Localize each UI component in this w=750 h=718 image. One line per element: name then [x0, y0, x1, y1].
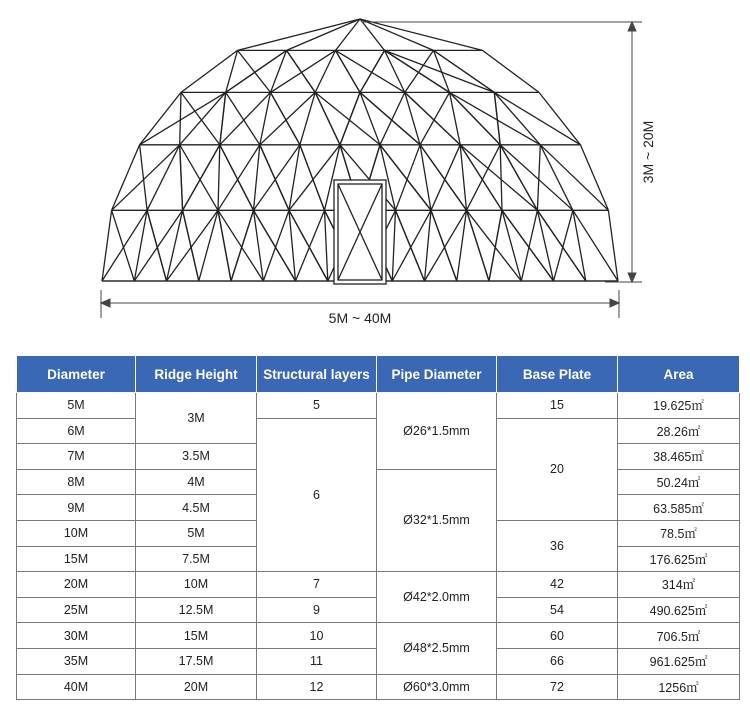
diameter-cell: 25M	[17, 597, 136, 623]
base-plate-cell: 66	[497, 648, 618, 674]
dome-diagram	[0, 0, 750, 340]
area-cell: 38.465㎡	[618, 444, 740, 470]
header-structural-layers: Structural layers	[257, 356, 377, 393]
ridge-height-cell: 5M	[136, 520, 257, 546]
area-cell: 314㎡	[618, 572, 740, 598]
pipe-diameter-cell: Ø26*1.5mm	[377, 393, 497, 470]
structural-layers-cell: 6	[257, 418, 377, 572]
dome-spec-table	[16, 355, 740, 700]
dome-door	[334, 180, 386, 284]
structural-layers-cell: 5	[257, 393, 377, 419]
area-cell: 961.625㎡	[618, 648, 740, 674]
table-row	[17, 674, 740, 700]
diameter-cell: 6M	[17, 418, 136, 444]
ridge-height-cell: 7.5M	[136, 546, 257, 572]
base-plate-cell: 15	[497, 393, 618, 419]
base-plate-cell: 72	[497, 674, 618, 700]
area-cell: 490.625㎡	[618, 597, 740, 623]
header-base-plate: Base Plate	[497, 356, 618, 393]
diameter-cell: 30M	[17, 623, 136, 649]
pipe-diameter-cell: Ø48*2.5mm	[377, 623, 497, 674]
area-cell: 78.5㎡	[618, 520, 740, 546]
diameter-cell: 20M	[17, 572, 136, 598]
pipe-diameter-cell: Ø60*3.0mm	[377, 674, 497, 700]
ridge-height-cell: 17.5M	[136, 648, 257, 674]
ridge-height-cell: 15M	[136, 623, 257, 649]
ridge-height-cell: 4.5M	[136, 495, 257, 521]
diameter-cell: 5M	[17, 393, 136, 419]
diameter-cell: 10M	[17, 520, 136, 546]
diameter-cell: 9M	[17, 495, 136, 521]
ridge-height-cell: 20M	[136, 674, 257, 700]
height-dimension	[362, 22, 642, 282]
ridge-height-cell: 3.5M	[136, 444, 257, 470]
area-cell: 176.625㎡	[618, 546, 740, 572]
table-row	[17, 572, 740, 598]
base-plate-cell: 36	[497, 520, 618, 571]
table-row	[17, 623, 740, 649]
area-cell: 63.585㎡	[618, 495, 740, 521]
diameter-cell: 7M	[17, 444, 136, 470]
header-pipe-diameter: Pipe Diameter	[377, 356, 497, 393]
ridge-height-cell: 12.5M	[136, 597, 257, 623]
area-cell: 706.5㎡	[618, 623, 740, 649]
table-row	[17, 393, 740, 419]
pipe-diameter-cell: Ø32*1.5mm	[377, 469, 497, 571]
height-label: 3M ~ 20M	[640, 120, 656, 184]
ridge-height-cell: 3M	[136, 393, 257, 444]
structural-layers-cell: 12	[257, 674, 377, 700]
structural-layers-cell: 9	[257, 597, 377, 623]
diameter-cell: 40M	[17, 674, 136, 700]
width-label: 5M ~ 40M	[328, 310, 392, 326]
base-plate-cell: 54	[497, 597, 618, 623]
area-cell: 28.26㎡	[618, 418, 740, 444]
structural-layers-cell: 11	[257, 648, 377, 674]
table-row	[17, 469, 740, 495]
header-area: Area	[618, 356, 740, 393]
pipe-diameter-cell: Ø42*2.0mm	[377, 572, 497, 623]
diameter-cell: 15M	[17, 546, 136, 572]
area-cell: 50.24㎡	[618, 469, 740, 495]
area-cell: 1256㎡	[618, 674, 740, 700]
header-ridge-height: Ridge Height	[136, 356, 257, 393]
base-plate-cell: 42	[497, 572, 618, 598]
diameter-cell: 8M	[17, 469, 136, 495]
ridge-height-cell: 4M	[136, 469, 257, 495]
diameter-cell: 35M	[17, 648, 136, 674]
header-diameter: Diameter	[17, 356, 136, 393]
structural-layers-cell: 10	[257, 623, 377, 649]
structural-layers-cell: 7	[257, 572, 377, 598]
base-plate-cell: 20	[497, 418, 618, 520]
table-header-row	[17, 356, 740, 393]
area-cell: 19.625㎡	[618, 393, 740, 419]
ridge-height-cell: 10M	[136, 572, 257, 598]
base-plate-cell: 60	[497, 623, 618, 649]
